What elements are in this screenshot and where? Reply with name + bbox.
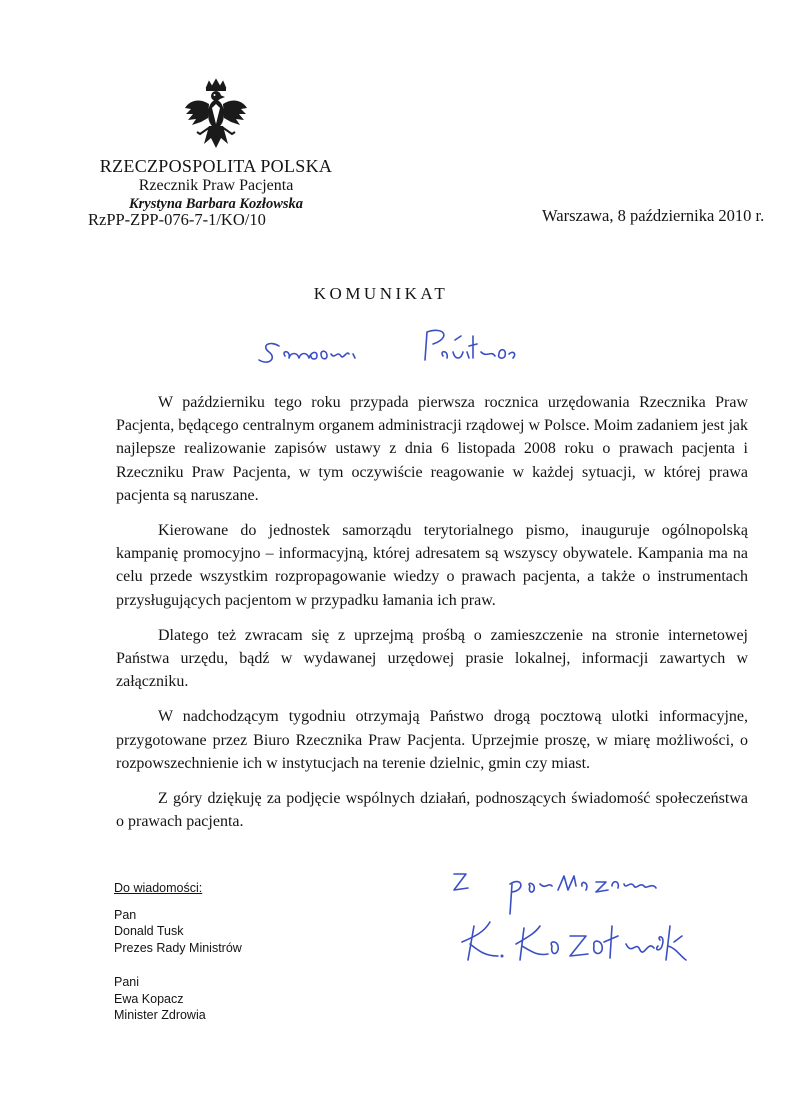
handwritten-signature — [440, 856, 710, 976]
recipient-position: Minister Zdrowia — [114, 1008, 206, 1022]
recipient-name: Donald Tusk — [114, 924, 184, 938]
cc-title: Do wiadomości: — [114, 881, 203, 895]
body-paragraph-2: Kierowane do jednostek samorządu terytorialnego pismo, inauguruje ogólnopolską kampanię promocyjno – informacyjną, której adresatem są wszyscy obywatele. Kampania ma na celu przede wszystkim rozpropagowanie wiedzy o prawach pacjenta, a także o instrumentach przysługujących pacjentom w przypadku łamania ich praw. — [116, 522, 748, 609]
header-office: Rzecznik Praw Pacjenta — [138, 177, 294, 194]
polish-eagle-emblem-icon — [182, 78, 250, 154]
header-country: RZECZPOSPOLITA POLSKA — [99, 156, 333, 176]
cc-recipient-2 — [114, 974, 242, 1024]
recipient-honorific: Pani — [114, 975, 140, 989]
header-official-name: Krystyna Barbara Kozłowska — [128, 196, 304, 212]
body-paragraph-1: W październiku tego roku przypada pierwsza rocznica urzędowania Rzecznika Praw Pacjenta, będącego centralnym organem administracji rządowej w Polsce. Moim zadaniem jest jak najlepsze realizowanie zapisów ustawy z dnia 6 listopada 2008 roku o prawach pacjenta i Rzeczniku Praw Pacjenta, w tym oczywiście reagowanie w każdej sytuacji, w której prawa pacjenta są naruszane. — [116, 394, 748, 504]
recipient-honorific: Pan — [114, 907, 137, 922]
place-and-date: Warszawa, 8 października 2010 r. — [542, 206, 765, 225]
letter-body — [116, 391, 748, 845]
document-title: KOMUNIKAT — [313, 284, 449, 303]
body-paragraph-4: W nadchodzącym tygodniu otrzymają Państwo drogą pocztową ulotki informacyjne, przygotowane przez Biuro Rzecznika Praw Pacjenta. Uprzejmie proszę, w miarę możliwości, o rozpowszechnienie ich w instytucjach na terenie dzielnic, gmin czy miast. — [116, 708, 748, 772]
recipient-name: Ewa Kopacz — [114, 991, 184, 1006]
cc-recipient-1 — [114, 907, 242, 957]
recipient-position: Prezes Rady Ministrów — [114, 940, 242, 955]
body-paragraph-3: Dlatego też zwracam się z uprzejmą prośbą o zamieszczenie na stronie internetowej Państwa urzędu, bądź w wydawanej urzędowej prasie lokalnej, informacji zawartych w załączniku. — [116, 626, 748, 691]
handwritten-salutation — [255, 316, 555, 372]
cc-block — [114, 880, 242, 1042]
body-paragraph-5: Z góry dziękuję za podjęcie wspólnych działań, podnoszących świadomość społeczeństwa o prawach pacjenta. — [116, 790, 748, 831]
reference-number: RzPP-ZPP-076-7-1/KO/10 — [88, 210, 266, 229]
